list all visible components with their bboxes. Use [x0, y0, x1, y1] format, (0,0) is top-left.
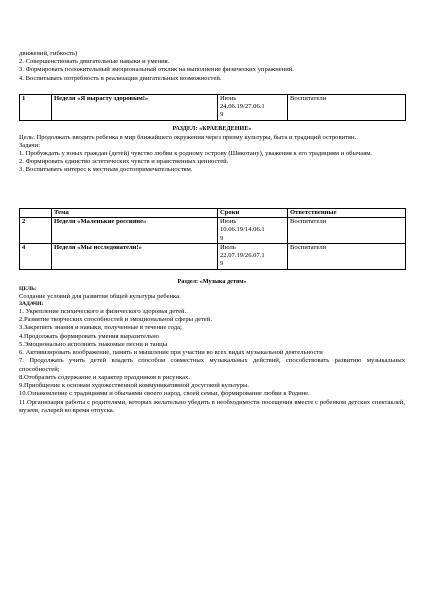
- row-number: 1: [20, 95, 52, 121]
- task-item: 3.Закрепить знания и навыки, полученные в течение года;: [19, 324, 182, 332]
- header-num: [20, 209, 52, 218]
- task-item: 4.Продолжать формировать умения выразительно: [19, 332, 160, 340]
- row-topic: Неделя «Маленькие россияне»: [52, 218, 218, 244]
- task-item: 8.Отобразить содержание и характер праздников в рисунках.: [19, 373, 190, 381]
- schedule-table-kraevedenie: [19, 208, 406, 270]
- row-responsible: Воспитатели: [288, 243, 406, 269]
- table-row: [20, 95, 406, 121]
- row-topic: Неделя «Мы исследователи!»: [52, 243, 218, 269]
- section-kraevedenie: [19, 126, 405, 175]
- header-topic: Тема: [52, 209, 218, 218]
- row-dates: [218, 243, 288, 269]
- date-line: 24.06.19/27.06.1: [220, 103, 265, 111]
- task-item: 3. Воспитывать интерес к местным достопримечательностям.: [19, 166, 193, 174]
- task-item: 5.Эмоционально исполнять знакомые песни и танцы: [19, 340, 168, 348]
- text-line: 4. Воспитывать потребность в реализации двигательных возможностей.: [19, 74, 222, 82]
- text-line: 2. Совершенствовать двигательные навыки и умения.: [19, 58, 170, 66]
- tasks-label: ЗАДАЧИ:: [19, 300, 44, 307]
- section-music: [19, 278, 405, 415]
- row-responsible: Воспитатели: [288, 218, 406, 244]
- row-number: 4: [20, 243, 52, 269]
- section-goal: Создание условий для развития общей культуры ребенка.: [19, 292, 181, 300]
- table-row: [20, 243, 406, 269]
- goal-label: ЦЕЛЬ:: [19, 285, 37, 292]
- section-heading: РАЗДЕЛ: «КРАЕВЕДЕНИЕ»: [172, 126, 252, 132]
- date-line: Июнь: [220, 95, 237, 102]
- physical-tasks-continuation: [19, 50, 405, 83]
- date-line: 22.07.19/26.07.1: [220, 252, 265, 260]
- date-line: 9: [220, 111, 224, 119]
- task-item: 7. Продолжать учить детей владеть способом совместных музыкальных действий, способствовать развитию музыкальных способностей;: [19, 357, 405, 373]
- row-responsible: Воспитатели: [288, 95, 406, 121]
- task-item: 1. Укрепление психического и физического здоровья детей.: [19, 307, 187, 315]
- section-heading: Раздел: «Музыка детям»: [177, 278, 247, 285]
- date-line: 9: [220, 234, 224, 242]
- section-goal: Цель: Продолжать вводить ребенка в мир ближайшего окружения через призму культуры, быта и традиций островитян.: [19, 133, 357, 141]
- text-line: движений, гибкость): [19, 50, 78, 57]
- tasks-label: Задачи:: [19, 141, 40, 149]
- row-dates: [218, 95, 288, 121]
- text-line: 3. Формировать положительный эмоциональный отклик на выполнение физических упражнений.: [19, 66, 294, 74]
- task-item: 11.Организация работы с родителями, которых желательно убедить в необходимости посещения вместе с ребенком детских спектаклей, музеев, галерей во время отпуска.: [19, 398, 405, 414]
- date-line: Июль: [220, 243, 236, 251]
- header-dates: Сроки: [218, 209, 288, 218]
- date-line: 10.06.19/14.06.1: [220, 226, 265, 234]
- date-line: 9: [220, 260, 224, 268]
- date-line: Июнь: [220, 218, 237, 226]
- task-item: 6. Активизировать воображение, память и мышление при участии во всех видах музыкальной деятельности: [19, 349, 323, 357]
- task-item: 9.Приобщение к основам художественной коммуникативной досуговой культуры.: [19, 382, 250, 390]
- table-header-row: [20, 209, 406, 218]
- row-dates: [218, 218, 288, 244]
- task-item: 2.Развитие творческих способностей и эмоциональной сферы детей.: [19, 316, 212, 324]
- schedule-table-physical: [19, 94, 406, 121]
- task-item: 2. Формировать единство эстетических чувств и нравственных ценностей.: [19, 158, 229, 166]
- table-row: [20, 218, 406, 244]
- row-topic: Неделя «Я вырасту здоровым!»: [52, 95, 218, 121]
- task-item: 10.Ознакомление с традициями и обычаями своего народ, своей семьи, формирование любви к Родине.: [19, 390, 310, 398]
- row-number: 2: [20, 218, 52, 244]
- header-responsible: Ответственные: [288, 209, 406, 218]
- task-item: 1. Пробуждать у юных граждан (детей) чувство любви к родному острову (Шикотану), уважения к его традициям и обычаям.: [19, 149, 373, 157]
